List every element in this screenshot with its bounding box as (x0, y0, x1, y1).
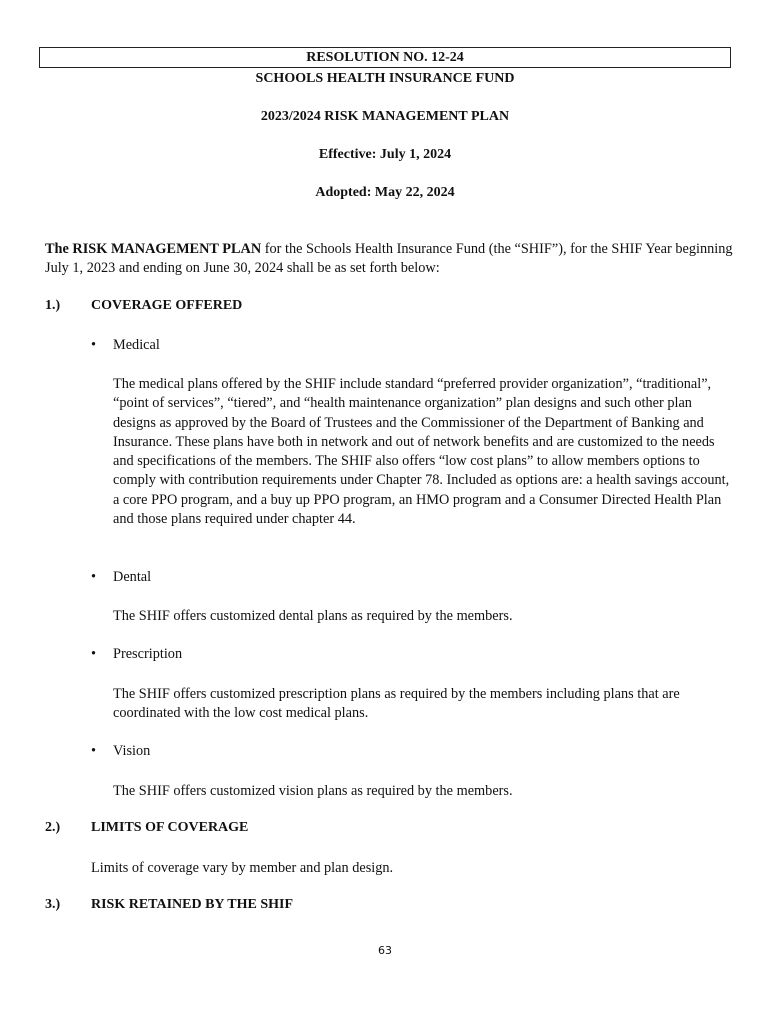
section-2-number: 2.) (45, 820, 61, 835)
bullet-dot-icon: • (91, 569, 97, 585)
bullet-label: Dental (113, 569, 152, 585)
limits-paragraph: Limits of coverage vary by member and plan design. (91, 860, 394, 876)
fund-name: SCHOOLS HEALTH INSURANCE FUND (255, 71, 515, 86)
adopted-date: Adopted: May 22, 2024 (315, 185, 455, 200)
resolution-title: RESOLUTION NO. 12-24 (39, 47, 731, 68)
prescription-paragraph: The SHIF offers customized prescription plans as required by the members including plans that are coordinated with the low cost medical plans. (113, 686, 680, 722)
section-2-title: LIMITS OF COVERAGE (91, 820, 249, 835)
bullet-dot-icon: • (91, 646, 97, 662)
page-number: 63 (378, 944, 392, 957)
dental-paragraph: The SHIF offers customized dental plans as required by the members. (113, 608, 513, 624)
bullet-label: Vision (113, 743, 151, 759)
section-1-number: 1.) (45, 298, 61, 313)
intro-bold: The RISK MANAGEMENT PLAN (45, 241, 262, 257)
intro-text: for the Schools Health Insurance Fund (the “SHIF”), for the SHIF Year beginning July 1, 2023 and ending on June 30, 2024 shall be as set forth below: (45, 241, 733, 277)
section-3-title: RISK RETAINED BY THE SHIF (91, 897, 294, 912)
bullet-dot-icon: • (91, 743, 97, 759)
intro-paragraph (45, 240, 733, 279)
bullet-label: Prescription (113, 646, 183, 662)
section-3-number: 3.) (45, 897, 61, 912)
plan-title: 2023/2024 RISK MANAGEMENT PLAN (260, 109, 510, 124)
medical-paragraph: The medical plans offered by the SHIF include standard “preferred provider organization”, “traditional”, “point of services”, “tiered”, and “health maintenance organization” plan designs and such other plan designs as approved by the Board of Trustees and the Commissioner of the Department of Banking and Insurance. These plans have both in network and out of network benefits and are customized to the needs and specifications of the members. The SHIF also offers “low cost plans” to allow members options to comply with contribution requirements under Chapter 78. Included as options are: a health savings account, a core PPO program, and a buy up PPO program, an HMO program and a Consumer Directed Health Plan and those plans required under chapter 44. (113, 376, 730, 528)
bullet-dot-icon: • (91, 337, 97, 353)
vision-paragraph: The SHIF offers customized vision plans as required by the members. (113, 783, 513, 799)
effective-date: Effective: July 1, 2024 (318, 147, 452, 162)
section-1-title: COVERAGE OFFERED (91, 298, 243, 313)
bullet-label: Medical (113, 337, 160, 353)
